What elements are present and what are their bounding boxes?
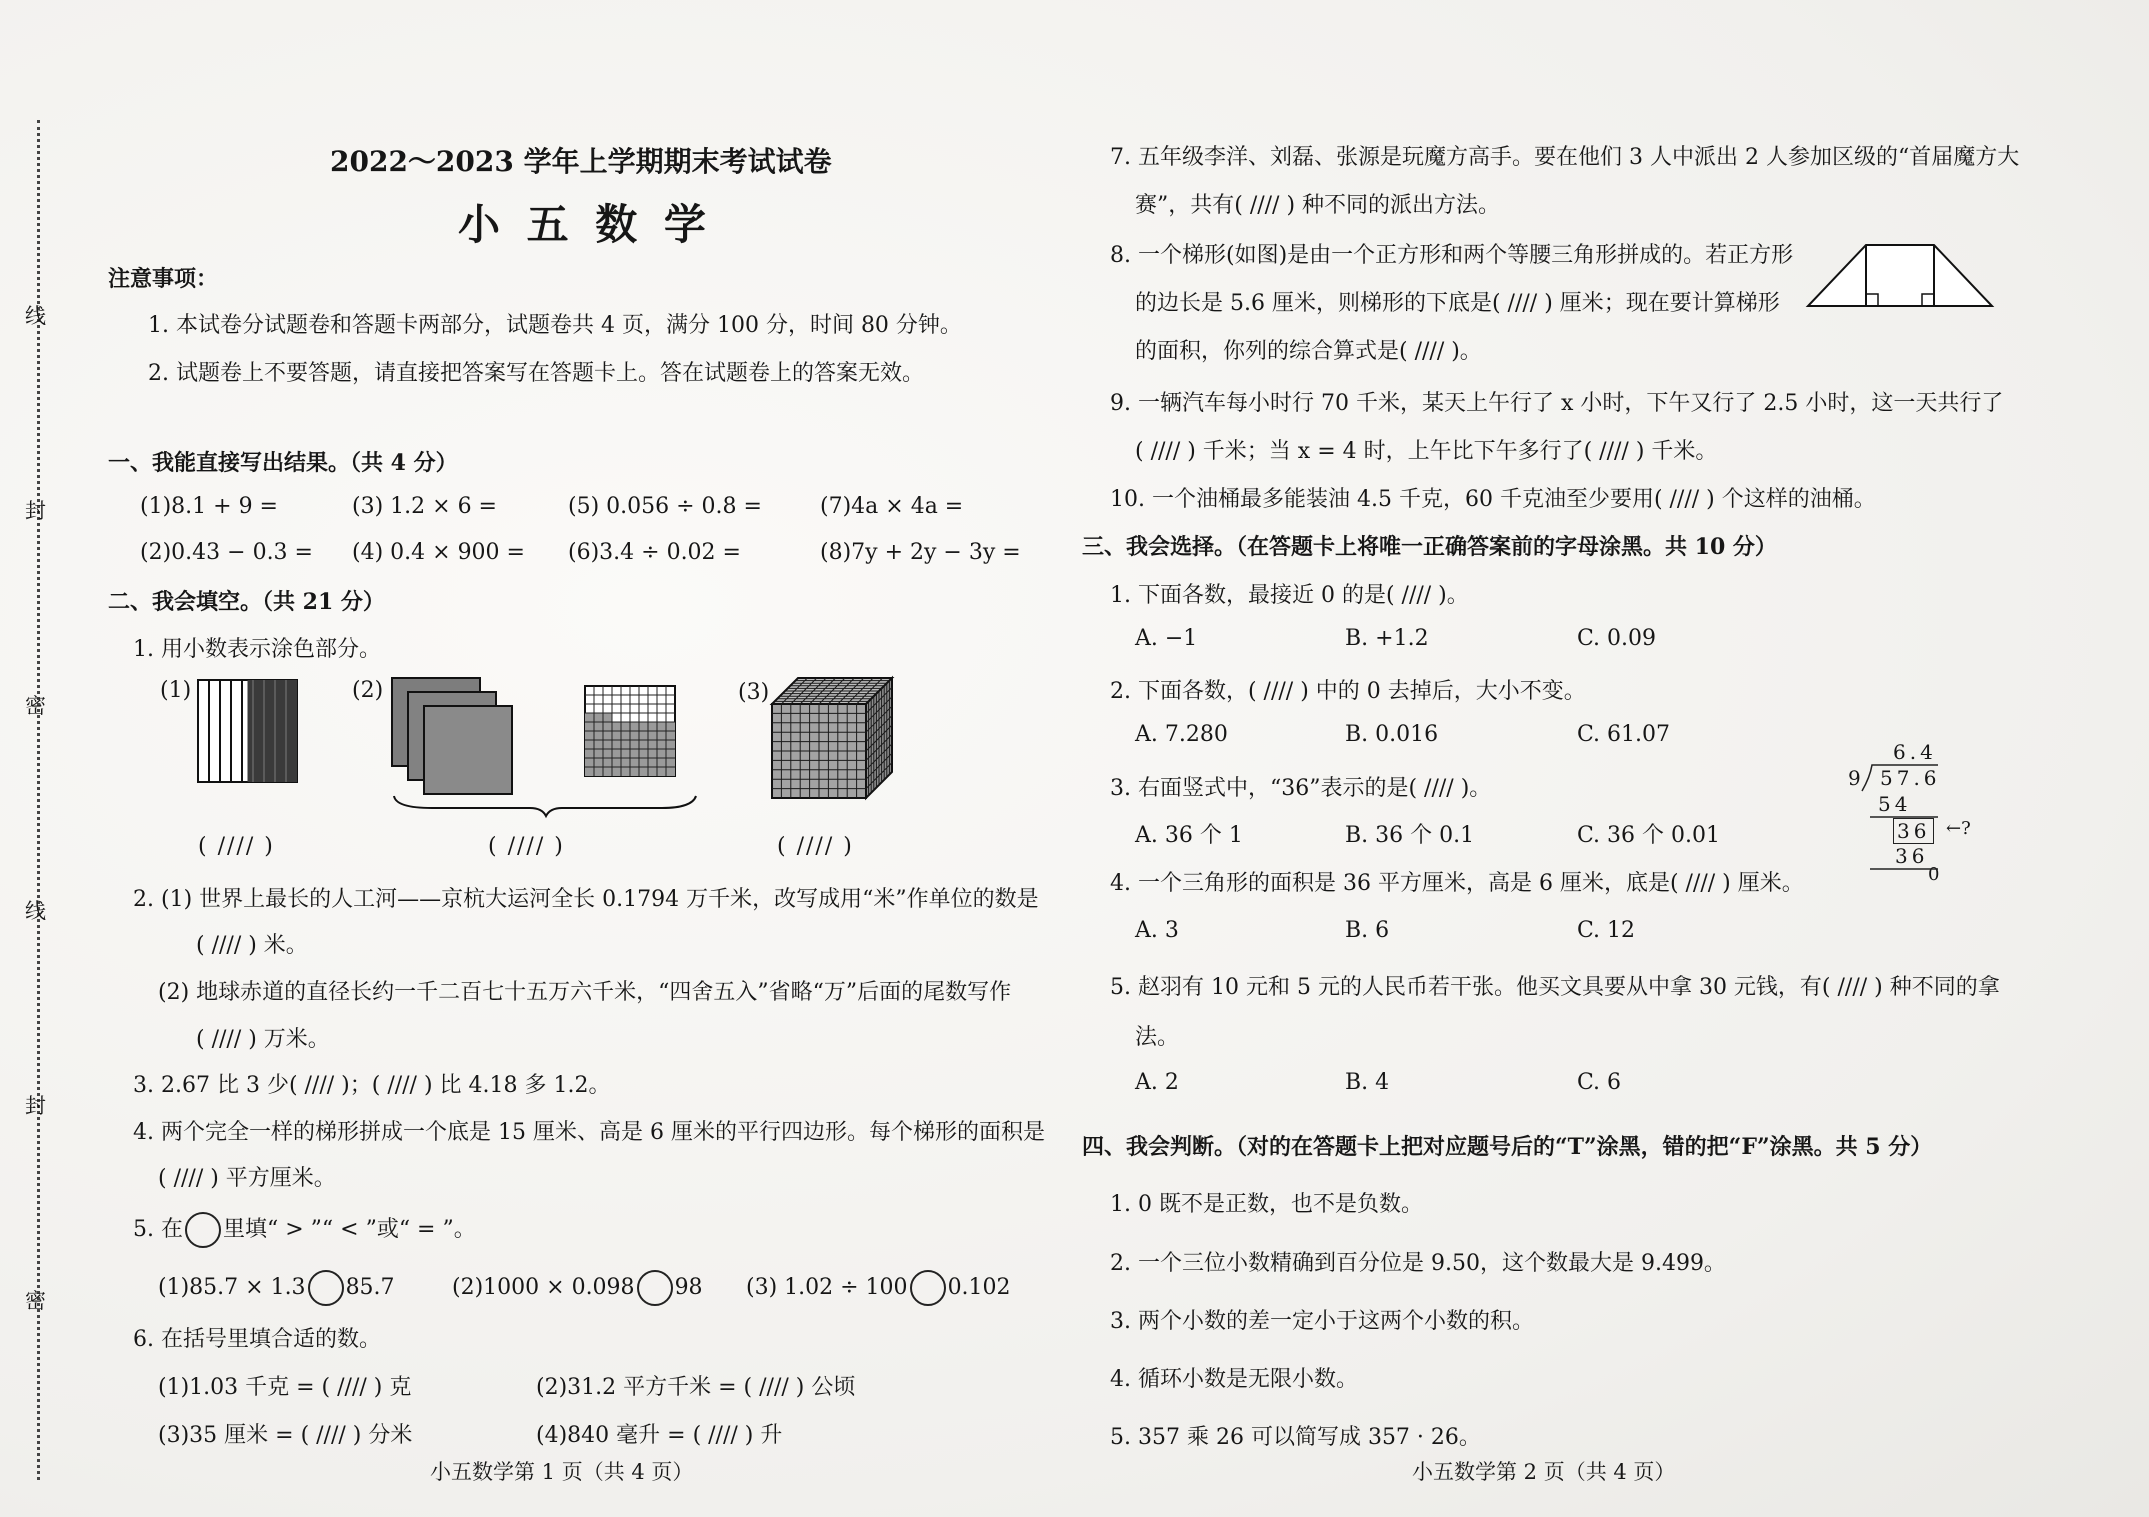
judge-item: 2. 一个三位小数精确到百分位是 9.50，这个数最大是 9.499。 <box>1110 1251 1726 1276</box>
question-2-3: 3. 2.67 比 3 少( //// )；( //// ) 比 4.18 多 1.2。 <box>133 1073 611 1098</box>
division-product-2: 36 <box>1895 844 1929 868</box>
question-2-1: 1. 用小数表示涂色部分。 <box>133 637 381 662</box>
division-product-1: 54 <box>1878 792 1912 816</box>
question-2-8b: 的边长是 5.6 厘米，则梯形的下底是( //// ) 厘米；现在要计算梯形 <box>1135 291 1780 316</box>
footer-page-1: 小五数学第 1 页（共 4 页） <box>430 1460 694 1484</box>
section-1-title: 一、我能直接写出结果。（共 4 分） <box>108 450 458 476</box>
squares-figure <box>392 678 692 813</box>
choice-question: 5. 赵羽有 10 元和 5 元的人民币若干张。他买文具要从中拿 30 元钱，有( //// ) 种不同的拿 <box>1110 975 2000 1000</box>
question-2-9a: 9. 一辆汽车每小时行 70 千米，某天上午行了 x 小时，下午又行了 2.5 小时，这一天共行了 <box>1110 391 2004 416</box>
compare-right: 98 <box>674 1275 703 1300</box>
calc-item: (5) 0.056 ÷ 0.8 = <box>568 494 762 519</box>
question-2-5 <box>133 1212 476 1248</box>
note-2: 2. 试题卷上不要答题，请直接把答案写在答题卡上。答在试题卷上的答案无效。 <box>148 361 924 386</box>
q5-prefix: 5. 在 <box>133 1217 183 1242</box>
blank-circle <box>308 1270 344 1306</box>
blank-circle <box>637 1270 673 1306</box>
trapezoid-figure <box>1808 243 1993 311</box>
cube-figure <box>772 678 902 808</box>
unit-item: (3)35 厘米 = ( //// ) 分米 <box>158 1423 413 1448</box>
compare-right: 0.102 <box>947 1275 1011 1300</box>
section-2-title: 二、我会填空。（共 21 分） <box>108 589 385 615</box>
notes-title: 注意事项： <box>108 266 219 292</box>
option-a: A. 7.280 <box>1135 722 1228 747</box>
division-remainder: 36 <box>1893 818 1934 844</box>
answer-blank: ( //// ) <box>488 834 565 859</box>
question-2-8a: 8. 一个梯形(如图)是由一个正方形和两个等腰三角形拼成的。若正方形 <box>1110 243 1794 268</box>
option-a: A. 2 <box>1135 1070 1179 1095</box>
option-b: B. 4 <box>1345 1070 1390 1095</box>
compare-left: (1)85.7 × 1.3 <box>158 1275 306 1300</box>
binding-char: 封 <box>25 499 46 523</box>
division-dividend: 57.6 <box>1880 766 1941 790</box>
question-2-2a: 2. (1) 世界上最长的人工河——京杭大运河全长 0.1794 万千米，改写成用“米”作单位的数是 <box>133 887 1039 912</box>
compare-item <box>158 1270 395 1306</box>
q5-suffix: 里填“ > ”“ < ”或“ = ”。 <box>222 1217 476 1242</box>
division-quotient: 6.4 <box>1893 740 1937 764</box>
choice-question: 2. 下面各数，( //// ) 中的 0 去掉后，大小不变。 <box>1110 679 1586 704</box>
compare-right: 85.7 <box>345 1275 395 1300</box>
binding-char: 线 <box>25 304 46 328</box>
option-b: B. 6 <box>1345 918 1390 943</box>
question-2-2a-answer: ( //// ) 米。 <box>196 933 308 958</box>
calc-item: (2)0.43 − 0.3 = <box>140 540 313 565</box>
judge-item: 5. 357 乘 26 可以简写成 357 · 26。 <box>1110 1425 1481 1450</box>
calc-item: (8)7y + 2y − 3y = <box>820 540 1021 565</box>
exam-title: 2022～2023 学年上学期期末考试试卷 <box>330 145 832 178</box>
option-b: B. +1.2 <box>1345 626 1429 651</box>
division-arrow: ←? <box>1946 818 1971 839</box>
judge-item: 3. 两个小数的差一定小于这两个小数的积。 <box>1110 1309 1534 1334</box>
compare-item <box>452 1270 703 1306</box>
choice-question: 1. 下面各数，最接近 0 的是( //// )。 <box>1110 583 1469 608</box>
section-4-title: 四、我会判断。（对的在答题卡上把对应题号后的“T”涂黑，错的把“F”涂黑。共 5 分） <box>1082 1134 1933 1160</box>
answer-blank: ( //// ) <box>198 834 275 859</box>
choice-question: 3. 右面竖式中，“36”表示的是( //// )。 <box>1110 776 1492 801</box>
calc-item: (7)4a × 4a = <box>820 494 964 519</box>
unit-item: (1)1.03 千克 = ( //// ) 克 <box>158 1375 412 1400</box>
question-2-2b: (2) 地球赤道的直径长约一千二百七十五万六千米，“四舍五入”省略“万”后面的尾数写作 <box>158 980 1012 1005</box>
subject-title: 小 五 数 学 <box>458 200 712 249</box>
option-c: C. 36 个 0.01 <box>1577 823 1721 848</box>
unit-item: (4)840 毫升 = ( //// ) 升 <box>536 1423 783 1448</box>
unit-item: (2)31.2 平方千米 = ( //// ) 公顷 <box>536 1375 856 1400</box>
choice-question: 4. 一个三角形的面积是 36 平方厘米，高是 6 厘米，底是( //// ) 厘米。 <box>1110 871 1804 896</box>
calc-item: (4) 0.4 × 900 = <box>352 540 525 565</box>
question-2-8c: 的面积，你列的综合算式是( //// )。 <box>1135 339 1482 364</box>
division-lines <box>1860 763 1940 873</box>
option-c: C. 61.07 <box>1577 722 1671 747</box>
compare-left: (3) 1.02 ÷ 100 <box>746 1275 908 1300</box>
option-a: A. 3 <box>1135 918 1179 943</box>
division-divisor: 9 <box>1848 766 1861 790</box>
question-2-7b: 赛”，共有( //// ) 种不同的派出方法。 <box>1135 193 1501 218</box>
option-c: C. 0.09 <box>1577 626 1657 651</box>
blank-circle <box>910 1270 946 1306</box>
binding-char: 密 <box>25 1289 46 1313</box>
option-c: C. 12 <box>1577 918 1636 943</box>
binding-char: 线 <box>25 899 46 923</box>
calc-item: (6)3.4 ÷ 0.02 = <box>568 540 741 565</box>
question-2-6: 6. 在括号里填合适的数。 <box>133 1327 381 1352</box>
option-a: A. 36 个 1 <box>1135 823 1243 848</box>
answer-blank: ( //// ) <box>777 834 854 859</box>
binding-char: 封 <box>25 1094 46 1118</box>
strip-figure <box>198 680 298 784</box>
calc-item: (3) 1.2 × 6 = <box>352 494 497 519</box>
question-2-2b-answer: ( //// ) 万米。 <box>196 1027 330 1052</box>
option-a: A. −1 <box>1135 626 1198 651</box>
calc-item: (1)8.1 + 9 = <box>140 494 278 519</box>
figure-label: (3) <box>738 680 770 705</box>
figure-label: (2) <box>352 678 384 703</box>
figure-label: (1) <box>160 678 192 703</box>
question-2-9b: ( //// ) 千米；当 x = 4 时，上午比下午多行了( //// ) 千米。 <box>1135 439 1718 464</box>
note-1: 1. 本试卷分试题卷和答题卡两部分，试题卷共 4 页，满分 100 分，时间 80 分钟。 <box>148 313 962 338</box>
option-b: B. 0.016 <box>1345 722 1439 747</box>
compare-left: (2)1000 × 0.098 <box>452 1275 635 1300</box>
option-b: B. 36 个 0.1 <box>1345 823 1475 848</box>
question-2-7a: 7. 五年级李洋、刘磊、张源是玩魔方高手。要在他们 3 人中派出 2 人参加区级的“首届魔方大 <box>1110 145 2020 170</box>
option-c: C. 6 <box>1577 1070 1622 1095</box>
footer-page-2: 小五数学第 2 页（共 4 页） <box>1412 1460 1676 1484</box>
judge-item: 1. 0 既不是正数，也不是负数。 <box>1110 1192 1423 1217</box>
compare-item <box>746 1270 1011 1306</box>
section-3-title: 三、我会选择。（在答题卡上将唯一正确答案前的字母涂黑。共 10 分） <box>1082 534 1777 560</box>
question-2-4: 4. 两个完全一样的梯形拼成一个底是 15 厘米、高是 6 厘米的平行四边形。每个梯形的面积是 <box>133 1120 1045 1145</box>
question-2-10: 10. 一个油桶最多能装油 4.5 千克，60 千克油至少要用( //// ) 个这样的油桶。 <box>1110 487 1876 512</box>
choice-question-cont: 法。 <box>1135 1025 1180 1050</box>
question-2-4-answer: ( //// ) 平方厘米。 <box>158 1166 336 1191</box>
blank-circle <box>185 1212 221 1248</box>
binding-char: 密 <box>25 694 46 718</box>
judge-item: 4. 循环小数是无限小数。 <box>1110 1367 1358 1392</box>
division-zero: 0 <box>1928 864 1940 885</box>
